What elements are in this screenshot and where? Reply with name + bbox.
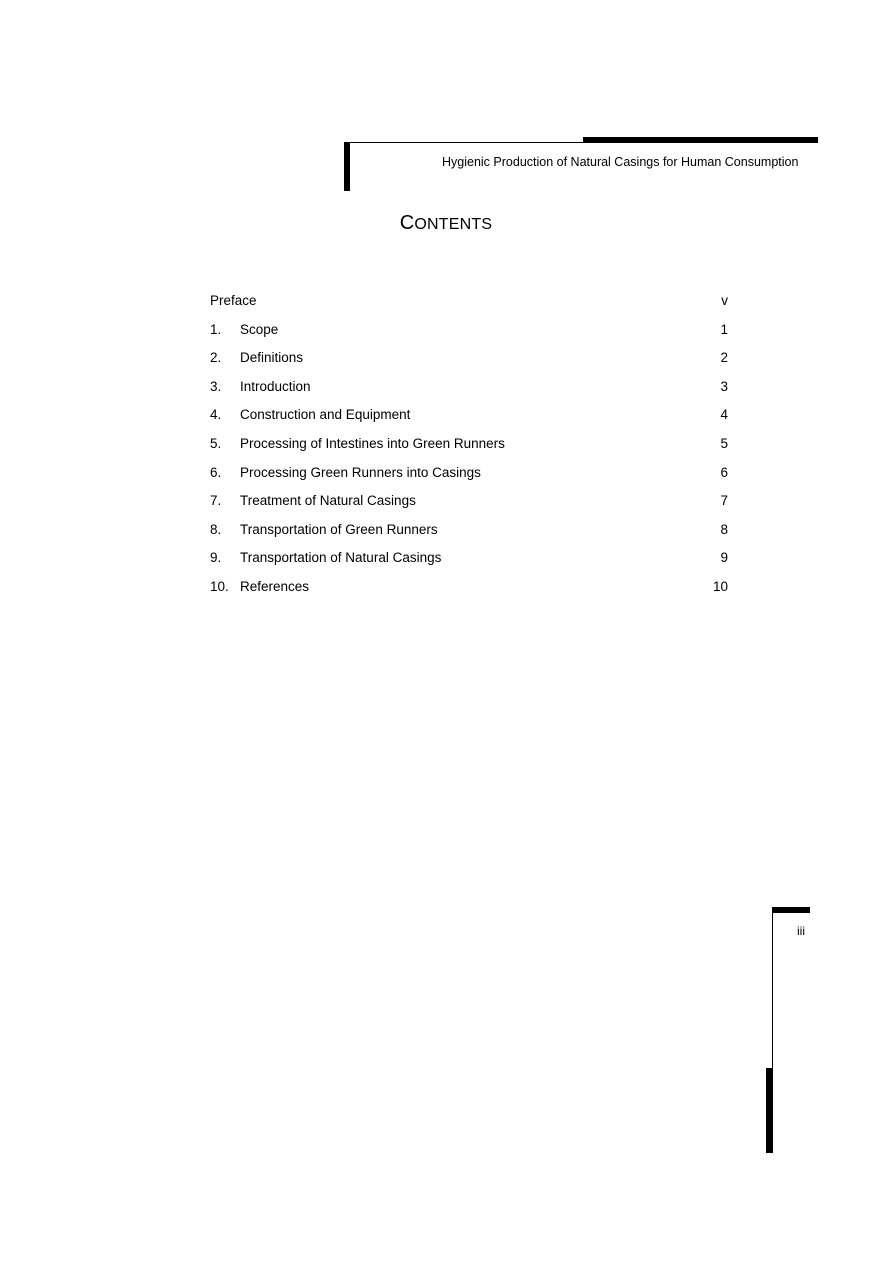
- toc-row[interactable]: [210, 464, 728, 493]
- toc-row[interactable]: [210, 378, 728, 407]
- toc-row[interactable]: [210, 435, 728, 464]
- page-number: iii: [797, 924, 805, 938]
- toc-entry-label: Scope: [240, 321, 279, 337]
- toc-entry-label: Treatment of Natural Casings: [240, 493, 416, 509]
- toc-entry-page: 5: [720, 435, 728, 451]
- toc-entry-page: v: [721, 293, 728, 308]
- toc-entry-page: 10: [712, 578, 728, 594]
- toc-entry-label: Transportation of Green Runners: [240, 521, 438, 537]
- toc-row[interactable]: [210, 549, 728, 578]
- toc-entry-page: 7: [720, 493, 728, 509]
- toc-entry-number: 4.: [210, 407, 222, 423]
- toc-entry-page: 8: [720, 521, 728, 537]
- toc-row[interactable]: [210, 321, 728, 350]
- toc-entry-page: 9: [720, 550, 728, 566]
- toc-entry-number: 2.: [210, 350, 222, 366]
- toc-row[interactable]: [210, 492, 728, 521]
- header-rule-vertical: [344, 142, 350, 191]
- toc-row-preface[interactable]: [210, 292, 728, 321]
- toc-entry-page: 4: [720, 407, 728, 423]
- table-of-contents: [210, 292, 728, 607]
- toc-entry-page: 1: [720, 321, 728, 337]
- page-title-rest: ONTENTS: [414, 216, 493, 233]
- header-rule-thick: [583, 137, 818, 143]
- toc-entry-label: Transportation of Natural Casings: [240, 550, 442, 566]
- toc-entry-number: 8.: [210, 521, 222, 537]
- toc-entry-label: References: [240, 578, 310, 594]
- toc-entry-label: Definitions: [240, 350, 304, 366]
- toc-entry-label: Introduction: [240, 378, 311, 394]
- footer-rule-thin: [772, 907, 773, 1153]
- toc-entry-number: 6.: [210, 464, 222, 480]
- footer-rule-vertical: [766, 1068, 772, 1153]
- toc-entry-label: Preface: [210, 293, 257, 308]
- toc-row[interactable]: [210, 578, 728, 607]
- toc-entry-number: 3.: [210, 378, 222, 394]
- toc-entry-label: Processing of Intestines into Green Runners: [240, 435, 505, 451]
- toc-row[interactable]: [210, 406, 728, 435]
- toc-entry-page: 3: [720, 378, 728, 394]
- toc-row[interactable]: [210, 521, 728, 550]
- toc-entry-number: 5.: [210, 435, 222, 451]
- page-title: [0, 212, 892, 235]
- toc-entry-label: Processing Green Runners into Casings: [240, 464, 481, 480]
- running-header: Hygienic Production of Natural Casings for Human Consumption: [442, 155, 799, 169]
- footer-rule-thick: [772, 907, 810, 913]
- toc-entry-page: 6: [720, 464, 728, 480]
- toc-entry-number: 9.: [210, 550, 222, 566]
- toc-row[interactable]: [210, 349, 728, 378]
- page-title-initial: C: [399, 212, 415, 234]
- toc-entry-page: 2: [720, 350, 728, 366]
- toc-entry-number: 1.: [210, 321, 222, 337]
- toc-entry-number: 10.: [210, 578, 229, 594]
- toc-entry-label: Construction and Equipment: [240, 407, 411, 423]
- toc-entry-number: 7.: [210, 493, 222, 509]
